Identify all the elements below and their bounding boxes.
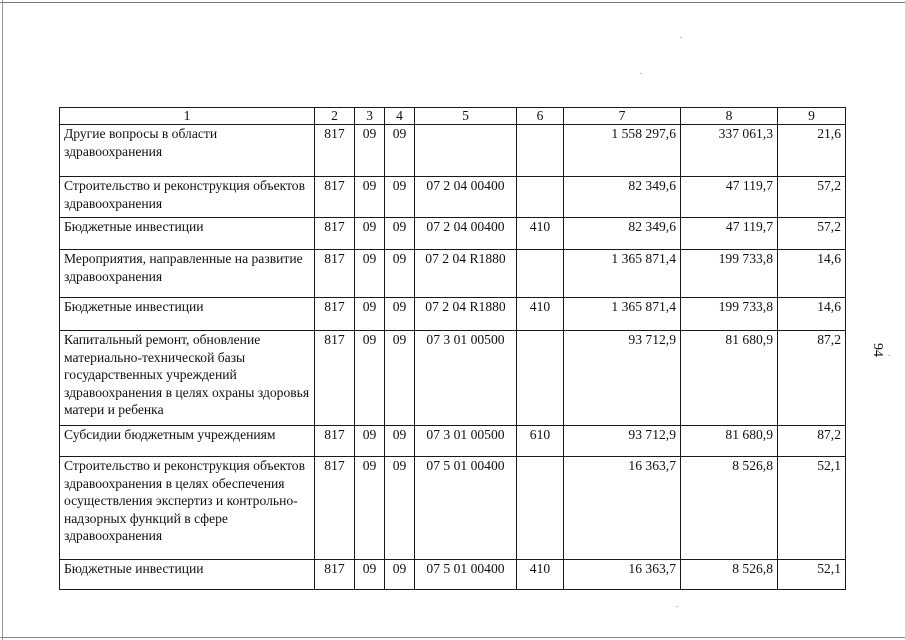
executed-amount-cell: 81 680,9: [681, 426, 778, 457]
percent-executed-cell: 57,2: [778, 177, 846, 218]
scan-speck: [680, 37, 682, 38]
percent-executed-cell: 87,2: [778, 426, 846, 457]
column-number: 1: [60, 108, 315, 125]
row-name-cell: Бюджетные инвестиции: [60, 560, 315, 590]
column-number: 2: [315, 108, 355, 125]
table-row: [60, 125, 846, 177]
table-row: [60, 331, 846, 426]
column-number: 4: [385, 108, 415, 125]
page-number: 94: [870, 343, 885, 357]
approved-amount-cell: 82 349,6: [564, 218, 681, 250]
budget-table-body: [60, 108, 846, 590]
row-name-cell: Строительство и реконструкция объектов здравоохранения в целях обеспечения осуществления экспертиз и контрольно-надзорных функций в сфере здравоохранения: [60, 457, 315, 560]
scan-edge-left: [2, 0, 3, 640]
row-name-cell: Субсидии бюджетным учреждениям: [60, 426, 315, 457]
column-number: 5: [415, 108, 517, 125]
table-row: [60, 250, 846, 298]
table-row: [60, 560, 846, 590]
ministry-code-cell: 817: [315, 298, 355, 331]
ministry-code-cell: 817: [315, 218, 355, 250]
executed-amount-cell: 199 733,8: [681, 250, 778, 298]
column-number: 9: [778, 108, 846, 125]
row-name-cell: Строительство и реконструкция объектов здравоохранения: [60, 177, 315, 218]
target-article-cell: 07 3 01 00500: [415, 331, 517, 426]
budget-table: [59, 107, 846, 590]
ministry-code-cell: 817: [315, 250, 355, 298]
executed-amount-cell: 47 119,7: [681, 177, 778, 218]
expense-type-cell: [517, 177, 564, 218]
approved-amount-cell: 1 365 871,4: [564, 298, 681, 331]
subsection-code-cell: 09: [385, 298, 415, 331]
ministry-code-cell: 817: [315, 331, 355, 426]
percent-executed-cell: 14,6: [778, 250, 846, 298]
table-row: [60, 177, 846, 218]
approved-amount-cell: 16 363,7: [564, 457, 681, 560]
target-article-cell: 07 5 01 00400: [415, 560, 517, 590]
approved-amount-cell: 93 712,9: [564, 426, 681, 457]
subsection-code-cell: 09: [385, 560, 415, 590]
ministry-code-cell: 817: [315, 560, 355, 590]
column-number: 7: [564, 108, 681, 125]
executed-amount-cell: 199 733,8: [681, 298, 778, 331]
approved-amount-cell: 82 349,6: [564, 177, 681, 218]
target-article-cell: 07 2 04 00400: [415, 177, 517, 218]
approved-amount-cell: 1 365 871,4: [564, 250, 681, 298]
approved-amount-cell: 1 558 297,6: [564, 125, 681, 177]
approved-amount-cell: 16 363,7: [564, 560, 681, 590]
subsection-code-cell: 09: [385, 177, 415, 218]
ministry-code-cell: 817: [315, 457, 355, 560]
percent-executed-cell: 14,6: [778, 298, 846, 331]
section-code-cell: 09: [355, 331, 385, 426]
scan-speck: [676, 606, 678, 607]
section-code-cell: 09: [355, 426, 385, 457]
subsection-code-cell: 09: [385, 250, 415, 298]
section-code-cell: 09: [355, 250, 385, 298]
expense-type-cell: [517, 331, 564, 426]
subsection-code-cell: 09: [385, 426, 415, 457]
target-article-cell: [415, 125, 517, 177]
scan-speck: [888, 355, 890, 356]
expense-type-cell: 410: [517, 218, 564, 250]
target-article-cell: 07 3 01 00500: [415, 426, 517, 457]
target-article-cell: 07 5 01 00400: [415, 457, 517, 560]
ministry-code-cell: 817: [315, 177, 355, 218]
column-number: 6: [517, 108, 564, 125]
scan-edge-top: [0, 2, 905, 3]
row-name-cell: Капитальный ремонт, обновление материально-технической базы государственных учреждений здравоохранения в целях охраны здоровья матери и ребенка: [60, 331, 315, 426]
section-code-cell: 09: [355, 457, 385, 560]
row-name-cell: Другие вопросы в области здравоохранения: [60, 125, 315, 177]
expense-type-cell: 610: [517, 426, 564, 457]
expense-type-cell: 410: [517, 560, 564, 590]
ministry-code-cell: 817: [315, 125, 355, 177]
expense-type-cell: [517, 457, 564, 560]
executed-amount-cell: 47 119,7: [681, 218, 778, 250]
column-number: 8: [681, 108, 778, 125]
section-code-cell: 09: [355, 177, 385, 218]
scan-edge-bottom: [0, 637, 905, 638]
table-row: [60, 426, 846, 457]
scan-speck: [640, 73, 642, 74]
subsection-code-cell: 09: [385, 218, 415, 250]
percent-executed-cell: 21,6: [778, 125, 846, 177]
target-article-cell: 07 2 04 R1880: [415, 298, 517, 331]
executed-amount-cell: 8 526,8: [681, 457, 778, 560]
target-article-cell: 07 2 04 R1880: [415, 250, 517, 298]
section-code-cell: 09: [355, 298, 385, 331]
expense-type-cell: 410: [517, 298, 564, 331]
subsection-code-cell: 09: [385, 331, 415, 426]
section-code-cell: 09: [355, 125, 385, 177]
table-row: [60, 457, 846, 560]
approved-amount-cell: 93 712,9: [564, 331, 681, 426]
column-number-row: [60, 108, 846, 125]
executed-amount-cell: 8 526,8: [681, 560, 778, 590]
percent-executed-cell: 57,2: [778, 218, 846, 250]
section-code-cell: 09: [355, 560, 385, 590]
percent-executed-cell: 52,1: [778, 560, 846, 590]
row-name-cell: Бюджетные инвестиции: [60, 298, 315, 331]
column-number: 3: [355, 108, 385, 125]
executed-amount-cell: 81 680,9: [681, 331, 778, 426]
expense-type-cell: [517, 250, 564, 298]
executed-amount-cell: 337 061,3: [681, 125, 778, 177]
percent-executed-cell: 87,2: [778, 331, 846, 426]
row-name-cell: Бюджетные инвестиции: [60, 218, 315, 250]
row-name-cell: Мероприятия, направленные на развитие здравоохранения: [60, 250, 315, 298]
subsection-code-cell: 09: [385, 457, 415, 560]
percent-executed-cell: 52,1: [778, 457, 846, 560]
table-row: [60, 298, 846, 331]
ministry-code-cell: 817: [315, 426, 355, 457]
table-row: [60, 218, 846, 250]
target-article-cell: 07 2 04 00400: [415, 218, 517, 250]
section-code-cell: 09: [355, 218, 385, 250]
expense-type-cell: [517, 125, 564, 177]
subsection-code-cell: 09: [385, 125, 415, 177]
